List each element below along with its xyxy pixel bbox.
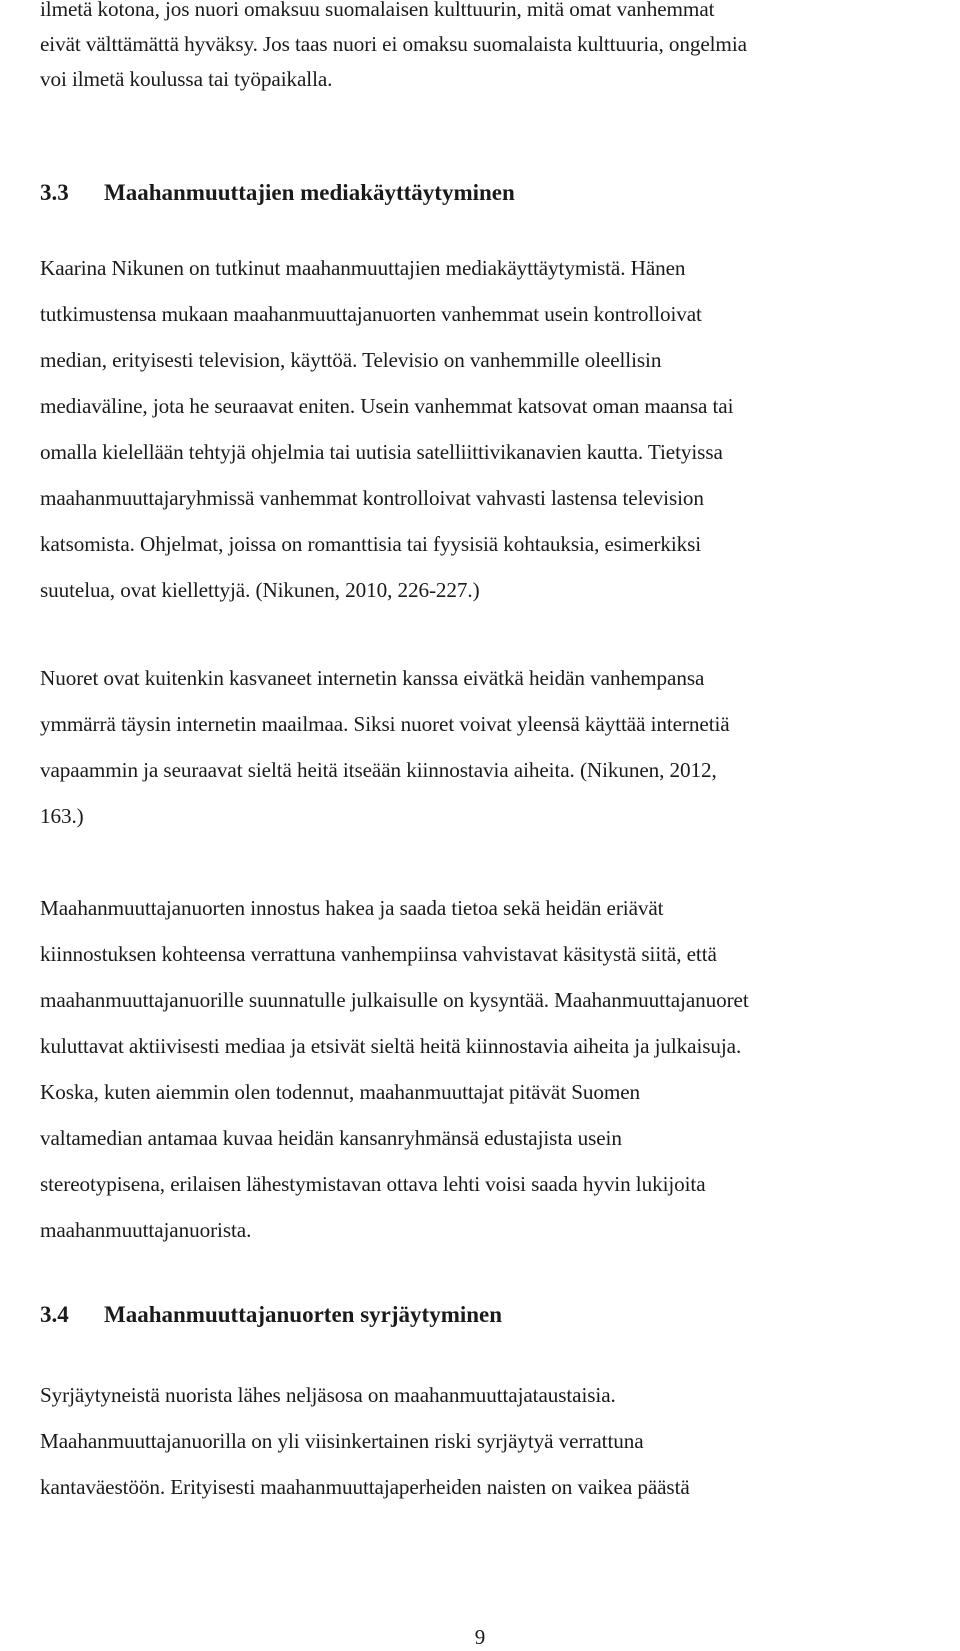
section-heading-3-4 (40, 1302, 502, 1328)
section-3-3-paragraph-3 (40, 885, 920, 1253)
section-title: Maahanmuuttajien mediakäyttäytyminen (104, 180, 515, 205)
text-line: mediaväline, jota he seuraavat eniten. Usein vanhemmat katsovat oman maansa tai (40, 394, 734, 418)
text-line: Kaarina Nikunen on tutkinut maahanmuuttajien mediakäyttäytymistä. Hänen (40, 256, 686, 280)
text-line: stereotypisena, erilaisen lähestymistavan ottava lehti voisi saada hyvin lukijoita (40, 1172, 706, 1196)
text-line: ilmetä kotona, jos nuori omaksuu suomalaisen kulttuurin, mitä omat vanhemmat (40, 0, 715, 21)
text-line: katsomista. Ohjelmat, joissa on romanttisia tai fyysisiä kohtauksia, esimerkiksi (40, 532, 702, 556)
page-number: 9 (474, 1625, 486, 1649)
text-line: Maahanmuuttajanuorten innostus hakea ja saada tietoa sekä heidän eriävät (40, 896, 664, 920)
text-line: kiinnostuksen kohteensa verrattuna vanhempiinsa vahvistavat käsitystä siitä, että (40, 942, 717, 966)
text-line: Syrjäytyneistä nuorista lähes neljäsosa on maahanmuuttajataustaisia. (40, 1383, 616, 1407)
section-title: Maahanmuuttajanuorten syrjäytyminen (104, 1302, 503, 1327)
intro-paragraph (40, 0, 920, 97)
text-line: kantaväestöön. Erityisesti maahanmuuttajaperheiden naisten on vaikea päästä (40, 1475, 690, 1499)
text-line: voi ilmetä koulussa tai työpaikalla. (40, 67, 333, 91)
section-heading-3-3 (40, 180, 515, 206)
text-line: suutelua, ovat kiellettyjä. (Nikunen, 2010, 226-227.) (40, 578, 480, 602)
text-line: vapaammin ja seuraavat sieltä heitä itseään kiinnostavia aiheita. (Nikunen, 2012, (40, 758, 717, 782)
text-line: Nuoret ovat kuitenkin kasvaneet internetin kanssa eivätkä heidän vanhempansa (40, 666, 705, 690)
text-line: ymmärrä täysin internetin maailmaa. Siksi nuoret voivat yleensä käyttää internetiä (40, 712, 730, 736)
text-line: tutkimustensa mukaan maahanmuuttajanuorten vanhemmat usein kontrolloivat (40, 302, 702, 326)
section-3-4-paragraph-1 (40, 1372, 920, 1510)
text-line: maahanmuuttajanuorille suunnatulle julkaisulle on kysyntää. Maahanmuuttajanuoret (40, 988, 749, 1012)
section-number: 3.4 (40, 1302, 69, 1327)
text-line: Koska, kuten aiemmin olen todennut, maahanmuuttajat pitävät Suomen (40, 1080, 641, 1104)
text-line: 163.) (40, 804, 84, 828)
section-3-3-paragraph-1 (40, 245, 920, 613)
text-line: maahanmuuttajaryhmissä vanhemmat kontrolloivat vahvasti lastensa television (40, 486, 704, 510)
text-line: kuluttavat aktiivisesti mediaa ja etsivät sieltä heitä kiinnostavia aiheita ja julkaisuja. (40, 1034, 742, 1058)
text-line: Maahanmuuttajanuorilla on yli viisinkertainen riski syrjäytyä verrattuna (40, 1429, 644, 1453)
text-line: eivät välttämättä hyväksy. Jos taas nuori ei omaksu suomalaista kulttuuria, ongelmia (40, 32, 747, 56)
text-line: maahanmuuttajanuorista. (40, 1218, 252, 1242)
section-number: 3.3 (40, 180, 69, 205)
section-3-3-paragraph-2 (40, 655, 920, 839)
text-line: valtamedian antamaa kuvaa heidän kansanryhmänsä edustajista usein (40, 1126, 622, 1150)
text-line: median, erityisesti television, käyttöä. Televisio on vanhemmille oleellisin (40, 348, 662, 372)
text-line: omalla kielellään tehtyjä ohjelmia tai uutisia satelliittivikanavien kautta. Tietyissa (40, 440, 723, 464)
